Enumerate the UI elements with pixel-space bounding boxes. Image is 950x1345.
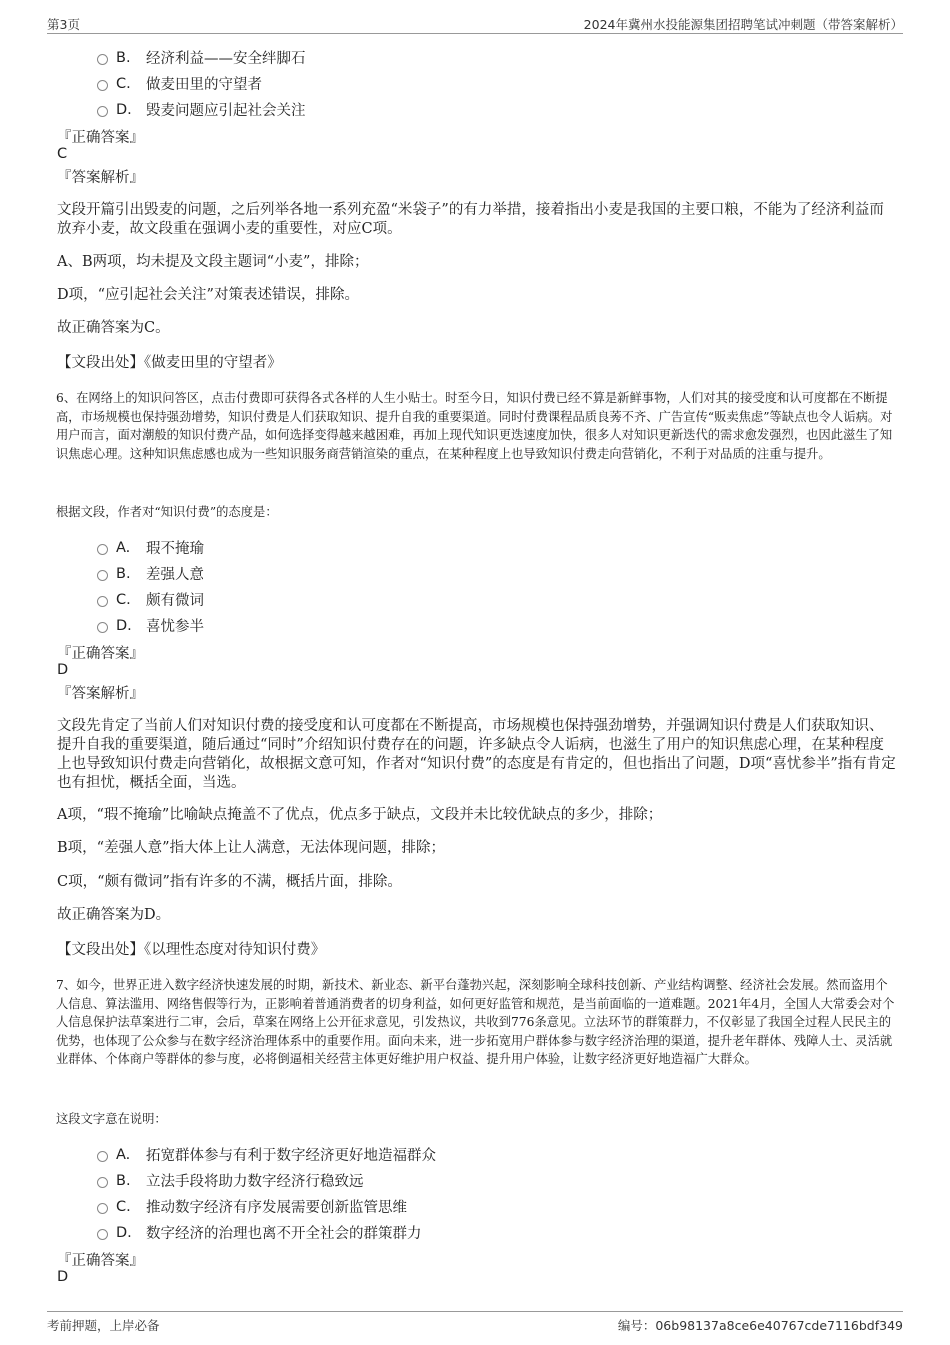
q6-option-b[interactable]: B. 差强人意 — [97, 563, 204, 584]
document-id: 编号：06b98137a8ce6e40767cde7116bdf349 — [617, 1318, 903, 1333]
q6-option-a[interactable]: A. 瑕不掩瑜 — [97, 537, 204, 558]
q7-option-a[interactable]: A. 拓宽群体参与有利于数字经济更好地造福群众 — [97, 1144, 436, 1165]
q7-stem: 7、如今，世界正进入数字经济快速发展的时期，新技术、新业态、新平台蓬勃兴起，深刻影响全球科技创新、产业结构调整、经济社会发展。然而盗用个人信息、算法滥用、网络售假等行为，正影响着普通消费者的切身利益，如何更好监管和规范，是当前面临的一道难题。2021年4月，全国人大常委会对个人信息保护法草案进行二审，会后，草案在网络上公开征求意见，引发热议，共收到776条意见。立法环节的群策群力，不仅彰显了我国全过程人民民主的优势，也体现了公众参与在数字经济治理体系中的重要作用。面向未来，进一步拓宽用户群体参与数字经济治理的渠道，提升老年群体、残障人士、灵活就业群体、个体商户等群体的参与度，必将倒逼相关经营主体更好维护用户权益、提升用户体验，让数字经济更好地造福广大群众。 — [56, 978, 895, 1066]
q7-option-c[interactable]: C. 推动数字经济有序发展需要创新监管思维 — [97, 1196, 407, 1217]
q7-question: 这段文字意在说明： — [56, 1112, 167, 1126]
radio-icon[interactable] — [97, 570, 108, 581]
radio-icon[interactable] — [97, 54, 108, 65]
q7-answer: D — [57, 1269, 69, 1285]
page-number: 第3页 — [47, 17, 80, 32]
q7-answer-label: 『正确答案』 — [57, 1253, 144, 1269]
q5-source: 【文段出处】《做麦田里的守望者》 — [57, 355, 282, 371]
q6-analysis-main: 文段先肯定了当前人们对知识付费的接受度和认可度都在不断提高，市场规模也保持强劲增势，并强调知识付费是人们获取知识、提升自我的重要渠道，随后通过“同时”介绍知识付费存在的问题，许多缺点令人诟病，也滋生了用户的知识焦虑心理，在某种程度上也导致知识付费走向营销化，故根据文意可知，作者对“知识付费”的态度是有肯定的，但也指出了问题，D项“喜忧参半”指有肯定也有担忧，概括全面，当选。 — [57, 718, 896, 791]
q5-option-b[interactable]: B. 经济利益——安全绊脚石 — [97, 47, 306, 68]
q6-answer-label: 『正确答案』 — [57, 646, 144, 662]
page-header — [47, 13, 903, 34]
q6-answer: D — [57, 662, 69, 678]
radio-icon[interactable] — [97, 544, 108, 555]
q6-analysis-a: A项，“瑕不掩瑜”比喻缺点掩盖不了优点，优点多于缺点，文段并未比较优缺点的多少，排除； — [57, 807, 663, 823]
q5-answer: C — [57, 146, 68, 162]
radio-icon[interactable] — [97, 1229, 108, 1240]
q5-option-d[interactable]: D. 毁麦问题应引起社会关注 — [97, 99, 306, 120]
q6-analysis-c: C项，“颇有微词”指有许多的不满，概括片面，排除。 — [57, 874, 402, 890]
q5-analysis-ab: A、B两项，均未提及文段主题词“小麦”，排除； — [57, 254, 369, 270]
q6-source: 【文段出处】《以理性态度对待知识付费》 — [57, 942, 326, 958]
q5-conclusion: 故正确答案为C。 — [57, 320, 170, 336]
q6-question: 根据文段，作者对“知识付费”的态度是： — [56, 505, 278, 519]
q5-analysis-label: 『答案解析』 — [57, 170, 144, 186]
q5-option-c[interactable]: C. 做麦田里的守望者 — [97, 73, 262, 94]
radio-icon[interactable] — [97, 622, 108, 633]
q6-conclusion: 故正确答案为D。 — [57, 907, 171, 923]
q7-option-b[interactable]: B. 立法手段将助力数字经济行稳致远 — [97, 1170, 364, 1191]
radio-icon[interactable] — [97, 1151, 108, 1162]
radio-icon[interactable] — [97, 80, 108, 91]
document-title: 2024年冀州水投能源集团招聘笔试冲刺题（带答案解析） — [583, 17, 903, 32]
q6-option-d[interactable]: D. 喜忧参半 — [97, 615, 204, 636]
q6-stem: 6、在网络上的知识问答区，点击付费即可获得各式各样的人生小贴士。时至今日，知识付费已经不算是新鲜事物，人们对其的接受度和认可度都在不断提高，市场规模也保持强劲增势，知识付费是人们获取知识、提升自我的重要渠道。同时付费课程品质良莠不齐、广告宣传“贩卖焦虑”等缺点也令人诟病。对用户而言，面对潮般的知识付费产品，如何选择变得越来越困难，再加上现代知识更迭速度加快，很多人对知识更新迭代的需求愈发强烈，也因此滋生了知识焦虑心理。这种知识焦虑感也成为一些知识服务商营销渲染的重点，在某种程度上也导致知识付费走向营销化，不利于对品质的注重与提升。 — [56, 391, 893, 461]
q6-analysis-b: B项，“差强人意”指大体上让人满意，无法体现问题，排除； — [57, 840, 445, 856]
footer-slogan: 考前押题，上岸必备 — [47, 1318, 160, 1333]
q6-option-c[interactable]: C. 颇有微词 — [97, 589, 204, 610]
radio-icon[interactable] — [97, 596, 108, 607]
q7-option-d[interactable]: D. 数字经济的治理也离不开全社会的群策群力 — [97, 1222, 422, 1243]
radio-icon[interactable] — [97, 1177, 108, 1188]
q6-analysis-label: 『答案解析』 — [57, 686, 144, 702]
q5-answer-label: 『正确答案』 — [57, 130, 144, 146]
q5-analysis-main: 文段开篇引出毁麦的问题，之后列举各地一系列充盈“米袋子”的有力举措，接着指出小麦是我国的主要口粮，不能为了经济利益而放弃小麦，故文段重在强调小麦的重要性，对应C项。 — [57, 202, 884, 237]
radio-icon[interactable] — [97, 1203, 108, 1214]
page-footer — [47, 1311, 903, 1336]
q5-analysis-d: D项，“应引起社会关注”对策表述错误，排除。 — [57, 287, 359, 303]
radio-icon[interactable] — [97, 106, 108, 117]
